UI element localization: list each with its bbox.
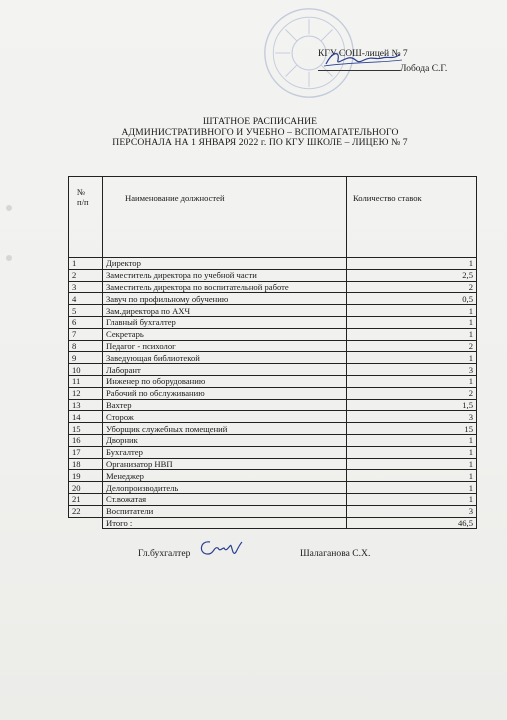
row-position-name: Воспитатели — [103, 505, 347, 517]
row-position-name: Секретарь — [103, 328, 347, 340]
table-row — [69, 305, 477, 317]
row-number: 11 — [69, 375, 103, 387]
title-line-1: ШТАТНОЕ РАСПИСАНИЕ — [202, 116, 318, 127]
table-row — [69, 364, 477, 376]
accountant-signature-icon — [196, 536, 244, 562]
table-row — [69, 387, 477, 399]
table-row — [69, 269, 477, 281]
row-rate-count: 3 — [347, 505, 477, 517]
row-position-name: Сторож — [103, 411, 347, 423]
row-position-name: Организатор НВП — [103, 458, 347, 470]
row-rate-count: 2 — [347, 387, 477, 399]
row-rate-count: 1 — [347, 482, 477, 494]
row-position-name: Дворник — [103, 434, 347, 446]
row-position-name: Завуч по профильному обучению — [103, 293, 347, 305]
table-row — [69, 375, 477, 387]
row-number: 19 — [69, 470, 103, 482]
row-number: 20 — [69, 482, 103, 494]
row-position-name: Делопроизводитель — [103, 482, 347, 494]
row-number: 18 — [69, 458, 103, 470]
total-blank-cell — [69, 517, 103, 529]
row-number: 22 — [69, 505, 103, 517]
table-row — [69, 446, 477, 458]
table-total-row — [69, 517, 477, 529]
row-rate-count: 15 — [347, 423, 477, 435]
row-number: 2 — [69, 269, 103, 281]
row-position-name: Вахтер — [103, 399, 347, 411]
table-row — [69, 482, 477, 494]
row-rate-count: 1 — [347, 328, 477, 340]
row-rate-count: 1 — [347, 352, 477, 364]
row-rate-count: 1 — [347, 316, 477, 328]
table-row — [69, 258, 477, 270]
approval-block — [318, 48, 448, 74]
table-row — [69, 458, 477, 470]
row-number: 7 — [69, 328, 103, 340]
approval-signer: Лобода С.Г. — [400, 64, 448, 74]
table-row — [69, 493, 477, 505]
row-position-name: Менеджер — [103, 470, 347, 482]
row-number: 12 — [69, 387, 103, 399]
footer-name: Шалаганова С.Х. — [300, 548, 371, 559]
row-position-name: Педагог - психолог — [103, 340, 347, 352]
row-number: 14 — [69, 411, 103, 423]
row-number: 3 — [69, 281, 103, 293]
row-rate-count: 1 — [347, 434, 477, 446]
table-row — [69, 434, 477, 446]
row-rate-count: 1 — [347, 470, 477, 482]
row-rate-count: 1 — [347, 305, 477, 317]
table-row — [69, 281, 477, 293]
row-rate-count: 1 — [347, 258, 477, 270]
row-number: 10 — [69, 364, 103, 376]
row-rate-count: 1,5 — [347, 399, 477, 411]
total-label: Итого : — [103, 517, 347, 529]
row-position-name: Зам.директора по АХЧ — [103, 305, 347, 317]
row-rate-count: 2 — [347, 340, 477, 352]
row-number: 4 — [69, 293, 103, 305]
approval-signature-line — [318, 62, 400, 71]
header-number: № п/п — [69, 177, 103, 258]
row-number: 6 — [69, 316, 103, 328]
row-rate-count: 3 — [347, 411, 477, 423]
row-position-name: Ст.вожатая — [103, 493, 347, 505]
row-position-name: Заместитель директора по воспитательной работе — [103, 281, 347, 293]
table-row — [69, 352, 477, 364]
row-position-name: Рабочий по обслуживанию — [103, 387, 347, 399]
row-rate-count: 1 — [347, 493, 477, 505]
row-number: 5 — [69, 305, 103, 317]
row-rate-count: 2 — [347, 281, 477, 293]
header-rate-count: Количество ставок — [347, 177, 477, 258]
approval-org: КГУ СОШ-лицей № 7 — [318, 49, 408, 59]
row-number: 8 — [69, 340, 103, 352]
table-body — [69, 258, 477, 529]
row-number: 17 — [69, 446, 103, 458]
row-number: 15 — [69, 423, 103, 435]
row-number: 16 — [69, 434, 103, 446]
title-line-2: АДМИНИСТРАТИВНОГО И УЧЕБНО – ВСПОМАГАТЕЛЬНОГО — [121, 126, 399, 138]
row-number: 9 — [69, 352, 103, 364]
row-rate-count: 1 — [347, 458, 477, 470]
row-position-name: Директор — [103, 258, 347, 270]
table-row — [69, 340, 477, 352]
handwritten-signature-icon — [322, 48, 402, 70]
row-position-name: Уборщик служебных помещений — [103, 423, 347, 435]
row-rate-count: 3 — [347, 364, 477, 376]
title-line-3: ПЕРСОНАЛА НА 1 ЯНВАРЯ 2022 г. ПО КГУ ШКОЛЕ – ЛИЦЕЮ № 7 — [112, 137, 408, 148]
header-position-name: Наименование должностей — [103, 177, 347, 258]
punch-hole — [6, 255, 12, 261]
table-header-row — [69, 177, 477, 258]
staff-table — [68, 176, 477, 529]
document-title — [80, 117, 440, 149]
table-row — [69, 328, 477, 340]
row-position-name: Инженер по оборудованию — [103, 375, 347, 387]
row-rate-count: 1 — [347, 375, 477, 387]
table-row — [69, 411, 477, 423]
row-number: 13 — [69, 399, 103, 411]
table-row — [69, 316, 477, 328]
row-rate-count: 1 — [347, 446, 477, 458]
row-position-name: Главный бухгалтер — [103, 316, 347, 328]
row-position-name: Бухгалтер — [103, 446, 347, 458]
total-value: 46,5 — [347, 517, 477, 529]
row-rate-count: 0,5 — [347, 293, 477, 305]
row-position-name: Лаборант — [103, 364, 347, 376]
table-row — [69, 423, 477, 435]
punch-hole — [6, 205, 12, 211]
table-row — [69, 470, 477, 482]
table-row — [69, 399, 477, 411]
table-row — [69, 505, 477, 517]
footer-role: Гл.бухгалтер — [138, 548, 191, 559]
row-number: 21 — [69, 493, 103, 505]
row-number: 1 — [69, 258, 103, 270]
table-row — [69, 293, 477, 305]
row-rate-count: 2,5 — [347, 269, 477, 281]
row-position-name: Заместитель директора по учебной части — [103, 269, 347, 281]
row-position-name: Заведующая библиотекой — [103, 352, 347, 364]
